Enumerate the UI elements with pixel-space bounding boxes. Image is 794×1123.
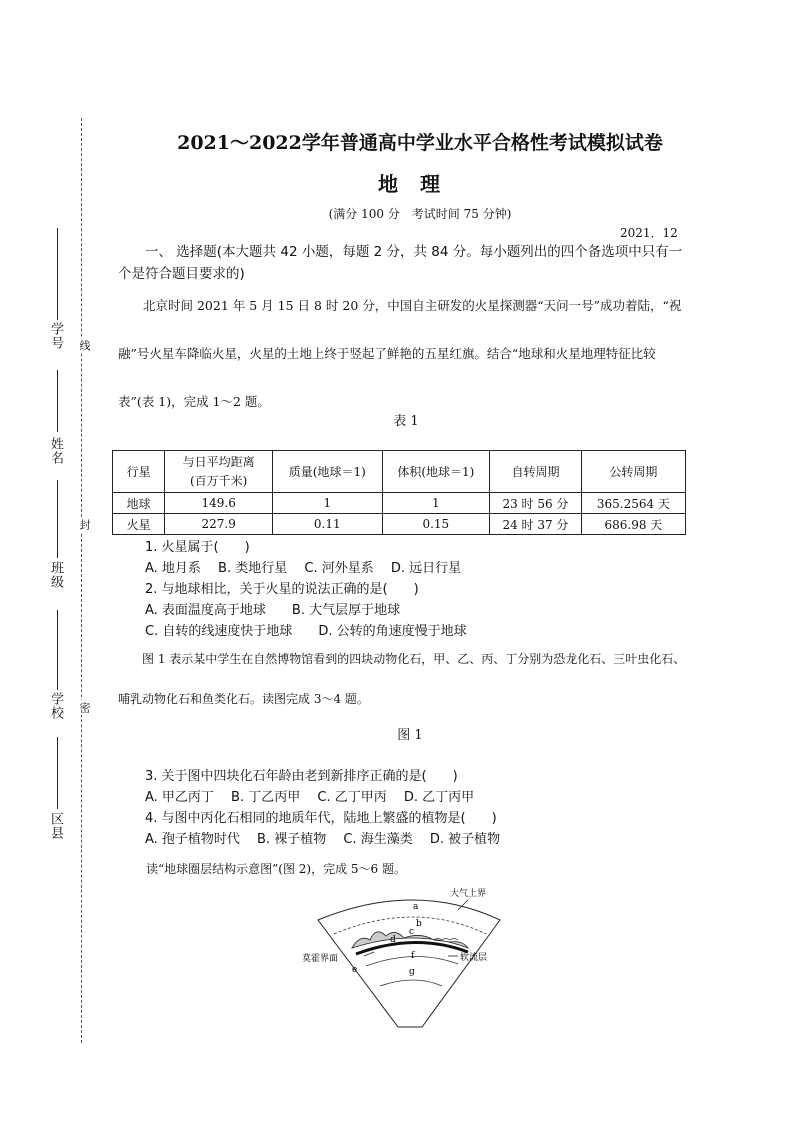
subject-title: 地理 [378,172,462,196]
label-g: g [409,967,415,977]
field-name-label: 姓名 [48,437,63,465]
label-a: a [413,902,419,912]
table-cell: 火星 [113,514,165,535]
table-header: 公转周期 [581,451,685,493]
label-b: b [416,919,422,929]
table-header: 与日平均距离 (百万千米) [165,451,273,493]
table-1-caption: 表 1 [393,414,419,429]
field-class-line [57,480,58,558]
field-district-line [57,737,58,809]
field-school-label: 学校 [48,692,63,720]
field-school-line [57,610,58,690]
label-atmosphere-top: 大气上界 [450,889,487,899]
table-header: 自转周期 [490,451,582,493]
passage-1: 北京时间 2021 年 5 月 15 日 8 时 20 分，中国自主研发的火星探测器“天问一号”成功着陆，“祝融”号火星车降临火星，火星的土地上终于竖起了鲜艳的五星红旗。结合“地球和火星地理特征比较表”(表 1)，完成 1～2 题。 [118,298,682,409]
seal-mark-seal: 封 [78,519,91,530]
table-cell: 地球 [113,493,165,514]
question-3-options: A. 甲乙丙丁 B. 丁乙丙甲 C. 乙丁甲丙 D. 乙丁丙甲 [145,790,475,805]
label-f: f [411,951,415,961]
table-cell: 227.9 [165,514,273,535]
field-student-id-line [57,228,58,320]
seal-mark-line: 线 [78,340,91,351]
binding-dashed-line [81,118,82,1043]
question-2-options-ab: A. 表面温度高于地球 B. 大气层厚于地球 [145,603,401,618]
field-name-line [57,370,58,432]
earth-layers-diagram [300,882,530,1032]
passage-2: 图 1 表示某中学生在自然博物馆看到的四块动物化石，甲、乙、丙、丁分别为恐龙化石、三叶虫化石、哺乳动物化石和鱼类化石。读图完成 3～4 题。 [118,652,686,706]
table-cell: 1 [382,493,490,514]
table-cell: 24 时 37 分 [490,514,582,535]
question-4-options: A. 孢子植物时代 B. 裸子植物 C. 海生藻类 D. 被子植物 [145,832,501,847]
field-district-label: 区县 [48,812,63,840]
table-row [113,514,686,535]
table-cell: 0.11 [273,514,383,535]
table-header: 行星 [113,451,165,493]
seal-mark-secret: 密 [78,702,91,713]
question-2-stem: 2. 与地球相比，关于火星的说法正确的是( ) [145,582,419,597]
section-heading: 一、 选择题(本大题共 42 小题，每题 2 分，共 84 分。每小题列出的四个备选项中只有一个是符合题目要求的) [118,244,683,282]
exam-title: 2021～2022学年普通高中学业水平合格性考试模拟试卷 [177,132,663,154]
question-4-stem: 4. 与图中丙化石相同的地质年代，陆地上繁盛的植物是( ) [145,811,497,826]
table-header: 质量(地球＝1) [273,451,383,493]
table-cell: 0.15 [382,514,490,535]
atmosphere-sector [318,900,500,1027]
question-1-stem: 1. 火星属于( ) [145,540,250,555]
field-student-id-label: 学号 [48,322,63,350]
question-1-options: A. 地月系 B. 类地行星 C. 河外星系 D. 远日行星 [145,561,462,576]
passage-3: 读“地球圈层结构示意图”(图 2)，完成 5～6 题。 [146,862,406,876]
score-info: (满分 100 分 考试时间 75 分钟) [328,207,512,221]
table-header-row [113,451,686,493]
label-c: c [409,927,415,937]
table-cell: 686.98 天 [581,514,685,535]
planet-comparison-table [112,450,686,535]
label-asthenosphere: 软流层 [460,953,488,963]
table-cell: 149.6 [165,493,273,514]
question-2-options-cd: C. 自转的线速度快于地球 D. 公转的角速度慢于地球 [145,624,467,639]
table-row [113,493,686,514]
label-moho: 莫霍界面 [302,954,339,964]
exam-date: 2021．12 [620,226,678,240]
table-header: 体积(地球＝1) [382,451,490,493]
table-cell: 365.2564 天 [581,493,685,514]
label-d: d [390,935,396,945]
table-cell: 23 时 56 分 [490,493,582,514]
figure-1-caption: 图 1 [397,728,423,743]
field-class-label: 班级 [48,561,63,589]
question-3-stem: 3. 关于图中四块化石年龄由老到新排序正确的是( ) [145,769,458,784]
label-e: e [352,965,358,975]
table-cell: 1 [273,493,383,514]
